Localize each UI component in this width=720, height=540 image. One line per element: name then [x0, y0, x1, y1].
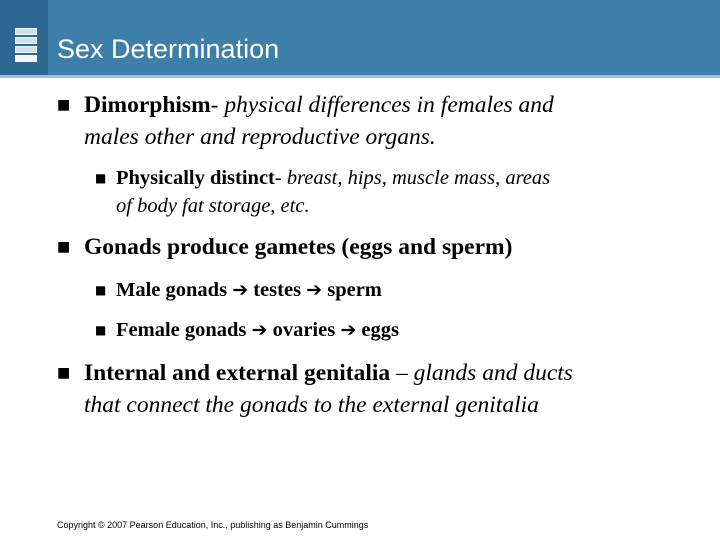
square-bullet-icon: ■ — [57, 97, 71, 113]
stacked-bars-logo-icon — [15, 28, 39, 64]
male-gonads-text: Male gonads — [116, 279, 228, 301]
bullet-line-continued: males other and reproductive organs. — [84, 124, 436, 150]
bullet-line — [84, 89, 704, 121]
term: Internal and external genitalia — [84, 360, 391, 386]
description: glands and ducts — [413, 360, 573, 386]
square-bullet-icon: ■ — [57, 365, 71, 381]
bullet-line-continued: that connect the gonads to the external genitalia — [84, 392, 539, 418]
right-arrow-icon: ➔ — [251, 319, 268, 341]
testes-text: testes — [253, 279, 302, 301]
bullet-physically-distinct — [95, 164, 706, 220]
separator: - — [210, 92, 225, 118]
bullet-line — [116, 164, 706, 192]
right-arrow-icon: ➔ — [306, 279, 323, 301]
term: Dimorphism — [84, 92, 211, 118]
square-bullet-icon: ■ — [95, 171, 107, 185]
bullet-text: Gonads produce gametes (eggs and sperm) — [84, 234, 513, 260]
title-underline — [0, 75, 720, 78]
sperm-text: sperm — [327, 279, 382, 301]
square-bullet-icon: ■ — [95, 283, 107, 297]
eggs-text: eggs — [361, 319, 399, 341]
female-gonads-text: Female gonads — [116, 319, 247, 341]
slide-title: Sex Determination — [57, 34, 280, 64]
title-bar — [0, 0, 720, 75]
bullet-line-continued: of body fat storage, etc. — [116, 195, 310, 217]
bullet-male-gonads — [95, 276, 706, 304]
description: breast, hips, muscle mass, areas — [286, 167, 551, 189]
separator: – — [390, 360, 414, 386]
bullet-dimorphism — [57, 89, 704, 153]
right-arrow-icon: ➔ — [232, 279, 249, 301]
logo-strip — [0, 0, 48, 75]
bullet-female-gonads — [95, 316, 706, 344]
square-bullet-icon: ■ — [57, 239, 71, 255]
right-arrow-icon: ➔ — [340, 319, 357, 341]
square-bullet-icon: ■ — [95, 323, 107, 337]
description: physical differences in females and — [224, 92, 554, 118]
copyright-footer: Copyright © 2007 Pearson Education, Inc., publishing as Benjamin Cummings — [57, 520, 369, 530]
ovaries-text: ovaries — [272, 319, 336, 341]
bullet-genitalia — [57, 357, 704, 421]
bullet-gonads — [57, 231, 704, 263]
term: Physically distinct — [116, 167, 275, 189]
separator: - — [274, 167, 287, 189]
bullet-line — [84, 357, 704, 389]
